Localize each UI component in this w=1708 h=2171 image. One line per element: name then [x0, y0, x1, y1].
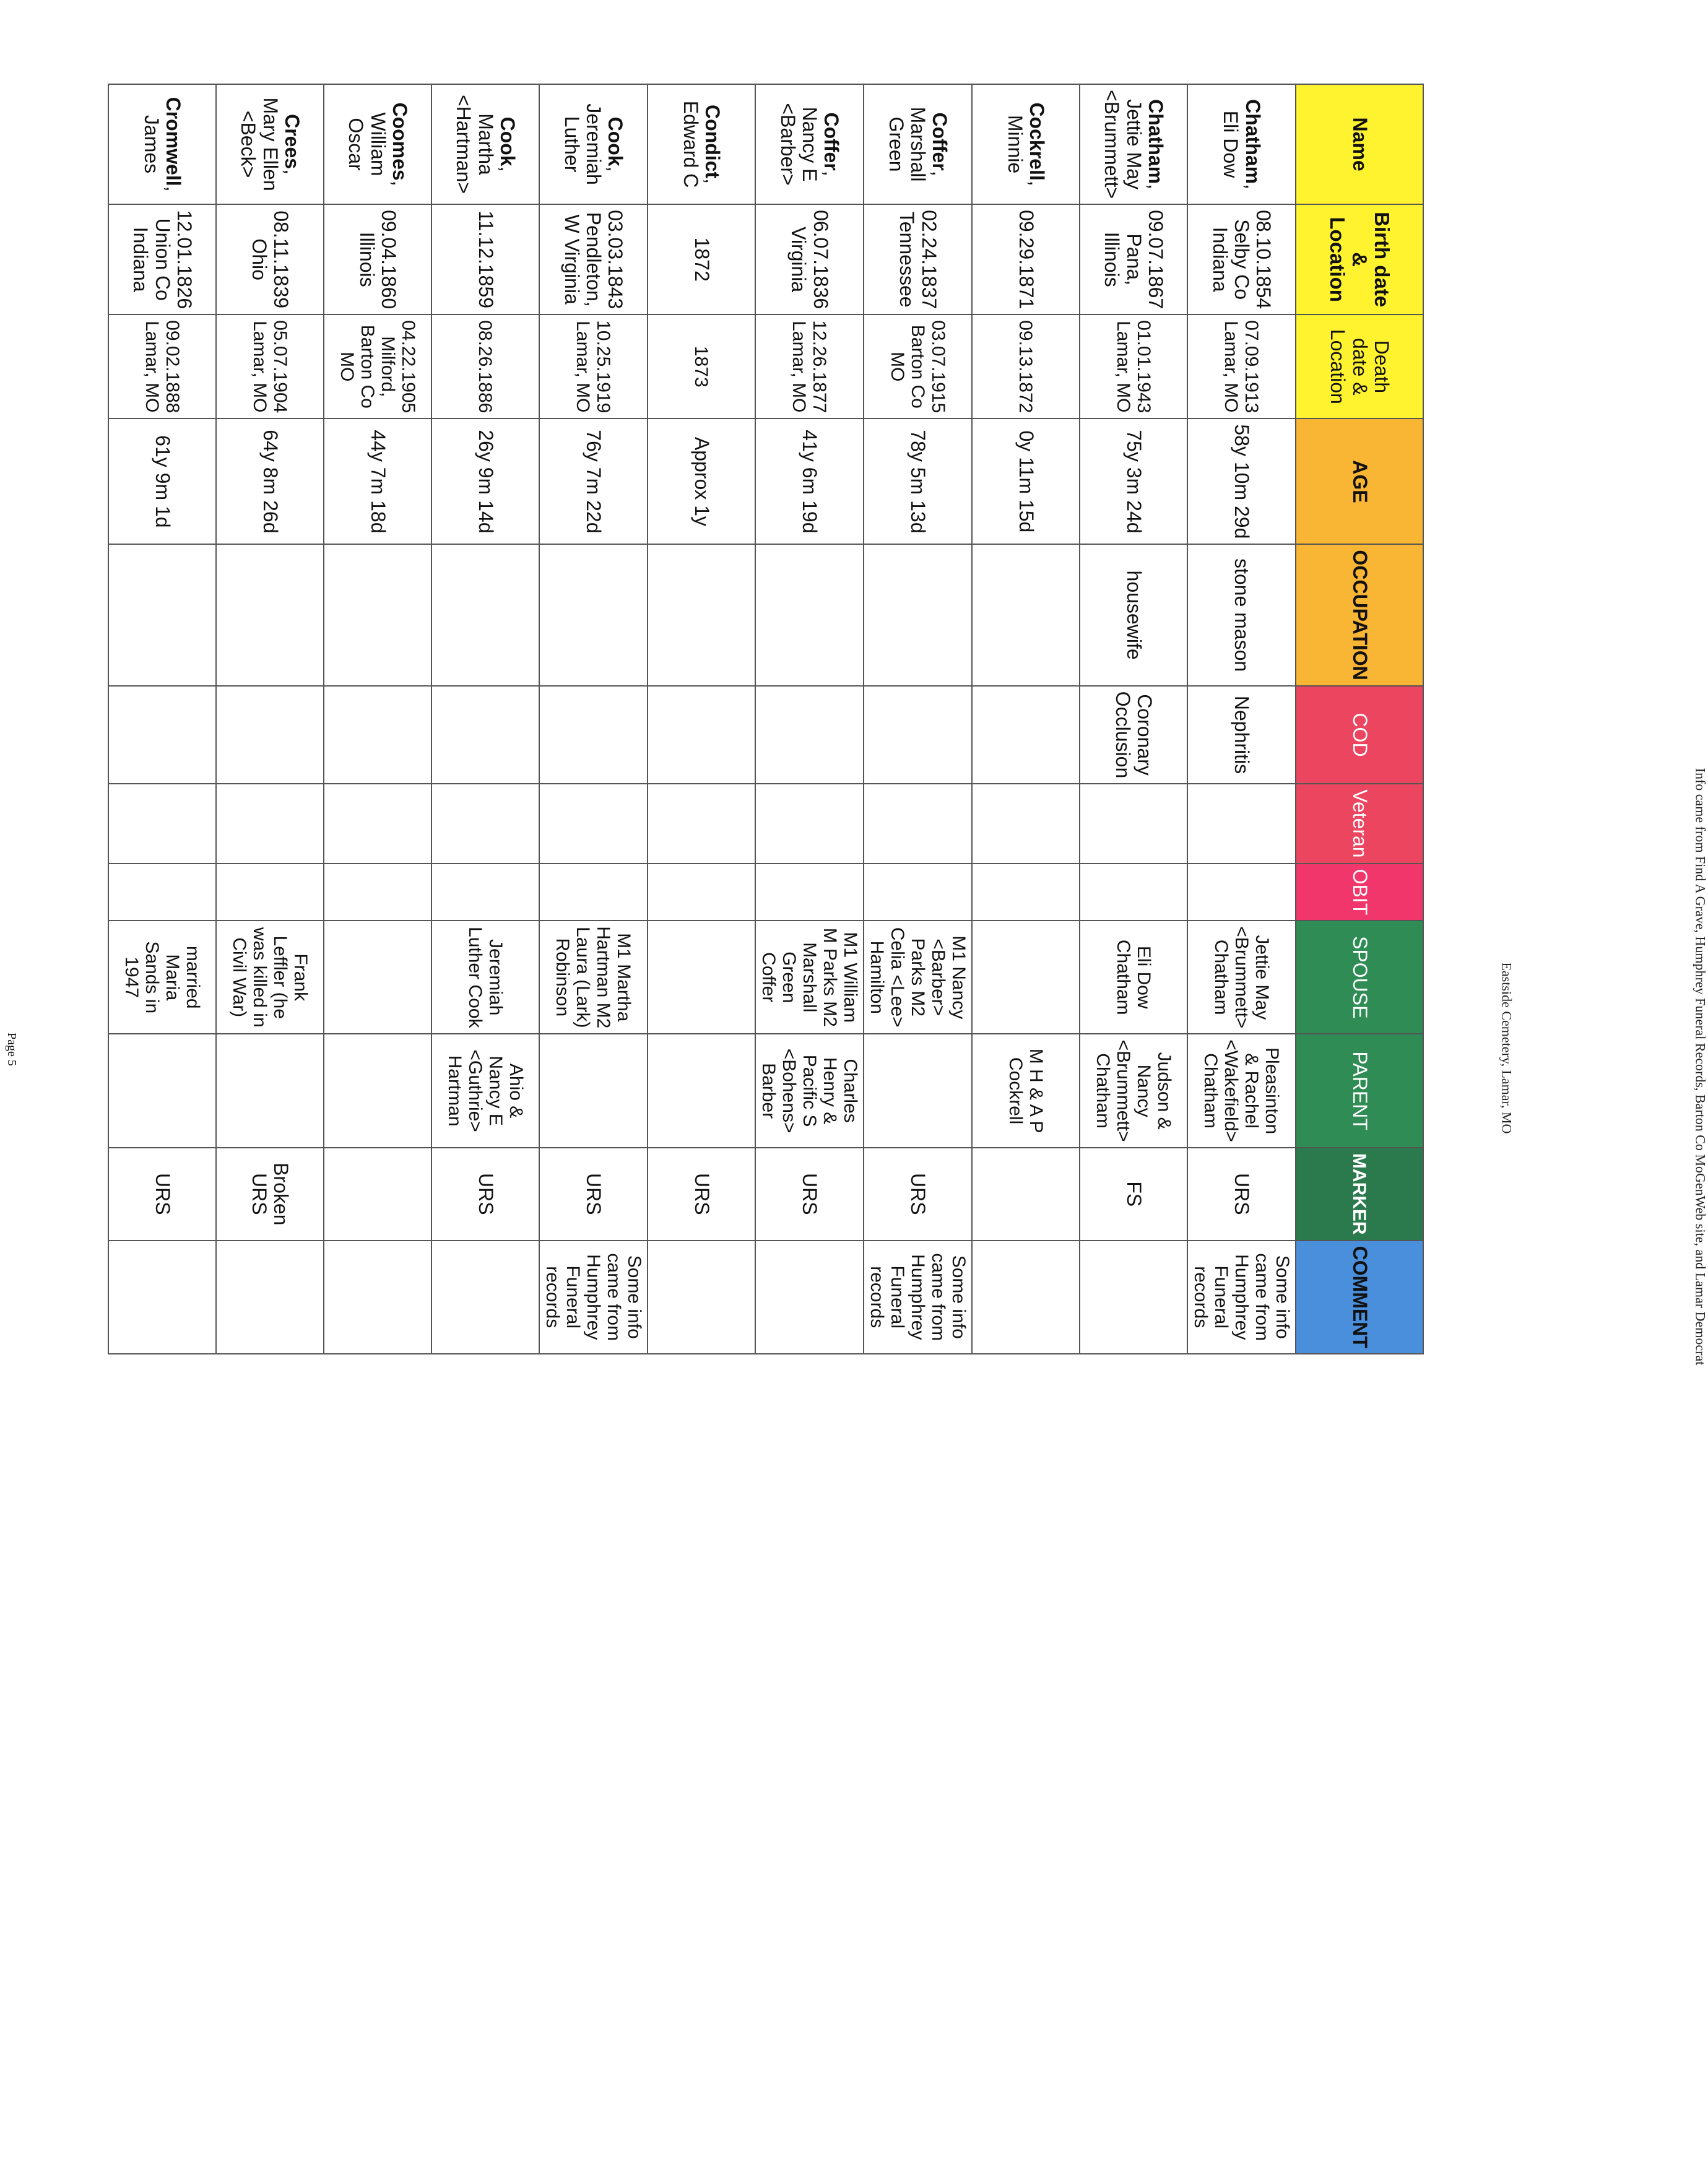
cell-birth: 11.12.1859 — [431, 204, 539, 314]
cell-obit — [1080, 864, 1187, 921]
cell-birth: 08.11.1839 Ohio — [216, 204, 324, 314]
cell-spouse — [648, 921, 755, 1034]
cell-comment — [972, 1241, 1080, 1354]
col-occupation-header: OCCUPATION — [1296, 544, 1423, 685]
cell-comment — [324, 1241, 431, 1354]
cell-cod — [755, 686, 864, 784]
cell-comment: Some info came from Humphrey Funeral records — [864, 1241, 972, 1354]
cell-spouse: Eli Dow Chatham — [1080, 921, 1187, 1034]
cell-occupation — [539, 544, 648, 685]
cell-occupation: housewife — [1080, 544, 1187, 685]
cell-name — [539, 84, 648, 204]
given-name: , Minnie — [1004, 115, 1049, 186]
cell-obit — [539, 864, 648, 921]
surname: Cook — [604, 116, 627, 167]
header-row — [1296, 84, 1423, 1354]
cell-cod — [648, 686, 755, 784]
cell-age: Approx 1y — [648, 418, 755, 544]
col-parent-header: PARENT — [1296, 1034, 1423, 1148]
cell-age: 78y 5m 13d — [864, 418, 972, 544]
cell-birth: 09.29.1871 — [972, 204, 1080, 314]
cell-death: 12.26.1877 Lamar, MO — [755, 314, 864, 418]
cell-veteran — [864, 784, 972, 863]
cell-name — [431, 84, 539, 204]
cell-comment: Some info came from Humphrey Funeral records — [539, 1241, 648, 1354]
col-comment-header: COMMENT — [1296, 1241, 1423, 1354]
table-row — [1187, 84, 1296, 1354]
cell-age: 0y 11m 15d — [972, 418, 1080, 544]
table-row — [648, 84, 755, 1354]
cell-spouse — [324, 921, 431, 1034]
cell-parent — [648, 1034, 755, 1148]
cell-obit — [108, 864, 216, 921]
cell-death: 07.09.1913 Lamar, MO — [1187, 314, 1296, 418]
cell-birth: 09.04.1860 Illinois — [324, 204, 431, 314]
given-name: , Marshall Green — [885, 106, 952, 182]
cell-marker: Broken URS — [216, 1148, 324, 1241]
surname: Cockrell — [1026, 102, 1049, 181]
cell-obit — [864, 864, 972, 921]
cell-obit — [972, 864, 1080, 921]
cell-name — [216, 84, 324, 204]
surname: Condict — [701, 105, 724, 179]
col-veteran-header: Veteran — [1296, 784, 1423, 863]
cell-veteran — [648, 784, 755, 863]
cell-birth: 02.24.1837 Tennessee — [864, 204, 972, 314]
cell-veteran — [1080, 784, 1187, 863]
cell-comment — [216, 1241, 324, 1354]
cell-comment: Some info came from Humphrey Funeral records — [1187, 1241, 1296, 1354]
cell-death: 03.07.1915 Barton Co MO — [864, 314, 972, 418]
cell-spouse: married Maria Sands in 1947 — [108, 921, 216, 1034]
col-death-header: Death date & Location — [1296, 314, 1423, 418]
surname: Crees — [280, 114, 303, 170]
col-birth-header: Birth date & Location — [1296, 204, 1423, 314]
cell-parent — [864, 1034, 972, 1148]
cell-age: 76y 7m 22d — [539, 418, 648, 544]
cemetery-table-wrapper — [108, 84, 1424, 1354]
cell-veteran — [972, 784, 1080, 863]
cell-obit — [1187, 864, 1296, 921]
header-title: Eastside Cemetery, Lamar, MO — [1499, 962, 1515, 1134]
cell-marker — [324, 1148, 431, 1241]
cell-obit — [431, 864, 539, 921]
cell-birth: 03.03.1843 Pendleton, W Virginia — [539, 204, 648, 314]
cell-parent — [216, 1034, 324, 1148]
cell-age: 26y 9m 14d — [431, 418, 539, 544]
given-name: , Jettie May <Brummett> — [1101, 90, 1167, 199]
cell-cod: Nephritis — [1187, 686, 1296, 784]
cell-name — [1187, 84, 1296, 204]
cell-birth: 12.01.1826 Union Co Indiana — [108, 204, 216, 314]
table-row — [972, 84, 1080, 1354]
col-obit-header: OBIT — [1296, 864, 1423, 921]
cell-parent — [324, 1034, 431, 1148]
table-row — [108, 84, 216, 1354]
cell-age: 64y 8m 26d — [216, 418, 324, 544]
cell-name — [108, 84, 216, 204]
cell-occupation: stone mason — [1187, 544, 1296, 685]
cell-occupation — [972, 544, 1080, 685]
cell-death: 10.25.1919 Lamar, MO — [539, 314, 648, 418]
cell-birth: 09.07.1867 Pana, Illinois — [1080, 204, 1187, 314]
table-row — [324, 84, 431, 1354]
cell-obit — [216, 864, 324, 921]
cell-occupation — [108, 544, 216, 685]
cell-parent: Pleasinton & Rachel <Wakefield> Chatham — [1187, 1034, 1296, 1148]
table-row — [431, 84, 539, 1354]
cell-age: 41y 6m 19d — [755, 418, 864, 544]
given-name: , Eli Dow — [1220, 110, 1264, 189]
given-name: , Mary Ellen <Beck> — [237, 97, 303, 191]
cell-death: 08.26.1886 — [431, 314, 539, 418]
cell-parent: Judson & Nancy <Brummett> Chatham — [1080, 1034, 1187, 1148]
cell-comment — [108, 1241, 216, 1354]
cell-marker: URS — [431, 1148, 539, 1241]
cell-cod: Coronary Occlusion — [1080, 686, 1187, 784]
cell-occupation — [864, 544, 972, 685]
cell-veteran — [1187, 784, 1296, 863]
surname: Chatham — [1241, 99, 1264, 184]
cell-parent: Ahio & Nancy E <Guthrie> Hartman — [431, 1034, 539, 1148]
cell-birth: 06.07.1836 Virginia — [755, 204, 864, 314]
col-age-header: AGE — [1296, 418, 1423, 544]
given-name: , Nancy E <Barber> — [776, 103, 843, 186]
cell-cod — [539, 686, 648, 784]
cell-death: 04.22.1905 Milford, Barton Co MO — [324, 314, 431, 418]
table-row — [755, 84, 864, 1354]
cell-parent — [108, 1034, 216, 1148]
cell-spouse — [972, 921, 1080, 1034]
cell-veteran — [216, 784, 324, 863]
given-name: , James — [141, 115, 185, 192]
cell-obit — [755, 864, 864, 921]
surname: Cook — [496, 116, 519, 167]
cell-marker: URS — [108, 1148, 216, 1241]
cell-cod — [972, 686, 1080, 784]
cell-veteran — [108, 784, 216, 863]
col-cod-header: COD — [1296, 686, 1423, 784]
surname: Coomes — [388, 102, 411, 181]
cell-comment — [755, 1241, 864, 1354]
cell-marker: URS — [755, 1148, 864, 1241]
cell-birth: 08.10.1854 Selby Co Indiana — [1187, 204, 1296, 314]
col-spouse-header: SPOUSE — [1296, 921, 1423, 1034]
cell-marker: URS — [648, 1148, 755, 1241]
cell-comment — [1080, 1241, 1187, 1354]
cell-spouse: Frank Leffler (he was killed in Civil War) — [216, 921, 324, 1034]
header-sources: Info came from Find A Grave, Humphrey Funeral Records, Barton Co MoGenWeb site, and Lamar Democrat — [1693, 768, 1708, 1366]
cell-occupation — [755, 544, 864, 685]
cell-name — [972, 84, 1080, 204]
col-name-header: Name — [1296, 84, 1423, 204]
cell-marker: URS — [864, 1148, 972, 1241]
given-name: , Edward C — [680, 100, 724, 188]
cell-occupation — [648, 544, 755, 685]
page-number: Page 5 — [5, 1033, 19, 1066]
table-row — [1080, 84, 1187, 1354]
table-row — [216, 84, 324, 1354]
cell-comment — [648, 1241, 755, 1354]
cell-cod — [216, 686, 324, 784]
cell-spouse: Jettie May <Brummett> Chatham — [1187, 921, 1296, 1034]
cell-cod — [108, 686, 216, 784]
cell-age: 58y 10m 29d — [1187, 418, 1296, 544]
given-name: , William Oscar — [345, 112, 411, 186]
cell-name — [1080, 84, 1187, 204]
table-row — [539, 84, 648, 1354]
cell-death: 01.01.1943 Lamar, MO — [1080, 314, 1187, 418]
cell-comment — [431, 1241, 539, 1354]
cell-age: 44y 7m 18d — [324, 418, 431, 544]
cell-veteran — [324, 784, 431, 863]
cell-name — [755, 84, 864, 204]
cell-occupation — [431, 544, 539, 685]
cell-marker: FS — [1080, 1148, 1187, 1241]
cell-spouse: Jeremiah Luther Cook — [431, 921, 539, 1034]
cell-marker: URS — [1187, 1148, 1296, 1241]
cell-cod — [864, 686, 972, 784]
cell-death: 09.13.1872 — [972, 314, 1080, 418]
cell-name — [648, 84, 755, 204]
cell-veteran — [539, 784, 648, 863]
cell-spouse: M1 William M Parks M2 Marshall Green Coffer — [755, 921, 864, 1034]
cell-obit — [324, 864, 431, 921]
given-name: , Martha <Hartman> — [453, 94, 519, 194]
cell-marker — [972, 1148, 1080, 1241]
cell-death: 09.02.1888 Lamar, MO — [108, 314, 216, 418]
cell-spouse: M1 Martha Hartman M2 Laura (Lark) Robinson — [539, 921, 648, 1034]
cell-marker: URS — [539, 1148, 648, 1241]
col-marker-header: MARKER — [1296, 1148, 1423, 1241]
cemetery-records-table — [108, 84, 1424, 1354]
cell-occupation — [216, 544, 324, 685]
cell-cod — [324, 686, 431, 784]
cell-birth: 1872 — [648, 204, 755, 314]
cell-occupation — [324, 544, 431, 685]
cell-parent — [539, 1034, 648, 1148]
cell-cod — [431, 686, 539, 784]
cell-veteran — [755, 784, 864, 863]
cell-death: 1873 — [648, 314, 755, 418]
table-row — [864, 84, 972, 1354]
cell-spouse: M1 Nancy <Barber> Parks M2 Celia <Lee> Hamilton — [864, 921, 972, 1034]
surname: Coffer — [820, 112, 843, 171]
cell-age: 61y 9m 1d — [108, 418, 216, 544]
surname: Cromwell — [162, 97, 185, 186]
cell-name — [324, 84, 431, 204]
cell-parent: M H & A P Cockrell — [972, 1034, 1080, 1148]
cell-veteran — [431, 784, 539, 863]
cell-death: 05.07.1904 Lamar, MO — [216, 314, 324, 418]
cell-parent: Charles Henry & Pacific S <Bohens> Barber — [755, 1034, 864, 1148]
surname: Chatham — [1144, 99, 1167, 184]
cell-name — [864, 84, 972, 204]
given-name: , Jeremiah Luther — [560, 103, 627, 185]
cell-age: 75y 3m 24d — [1080, 418, 1187, 544]
cell-obit — [648, 864, 755, 921]
surname: Coffer — [929, 112, 952, 171]
